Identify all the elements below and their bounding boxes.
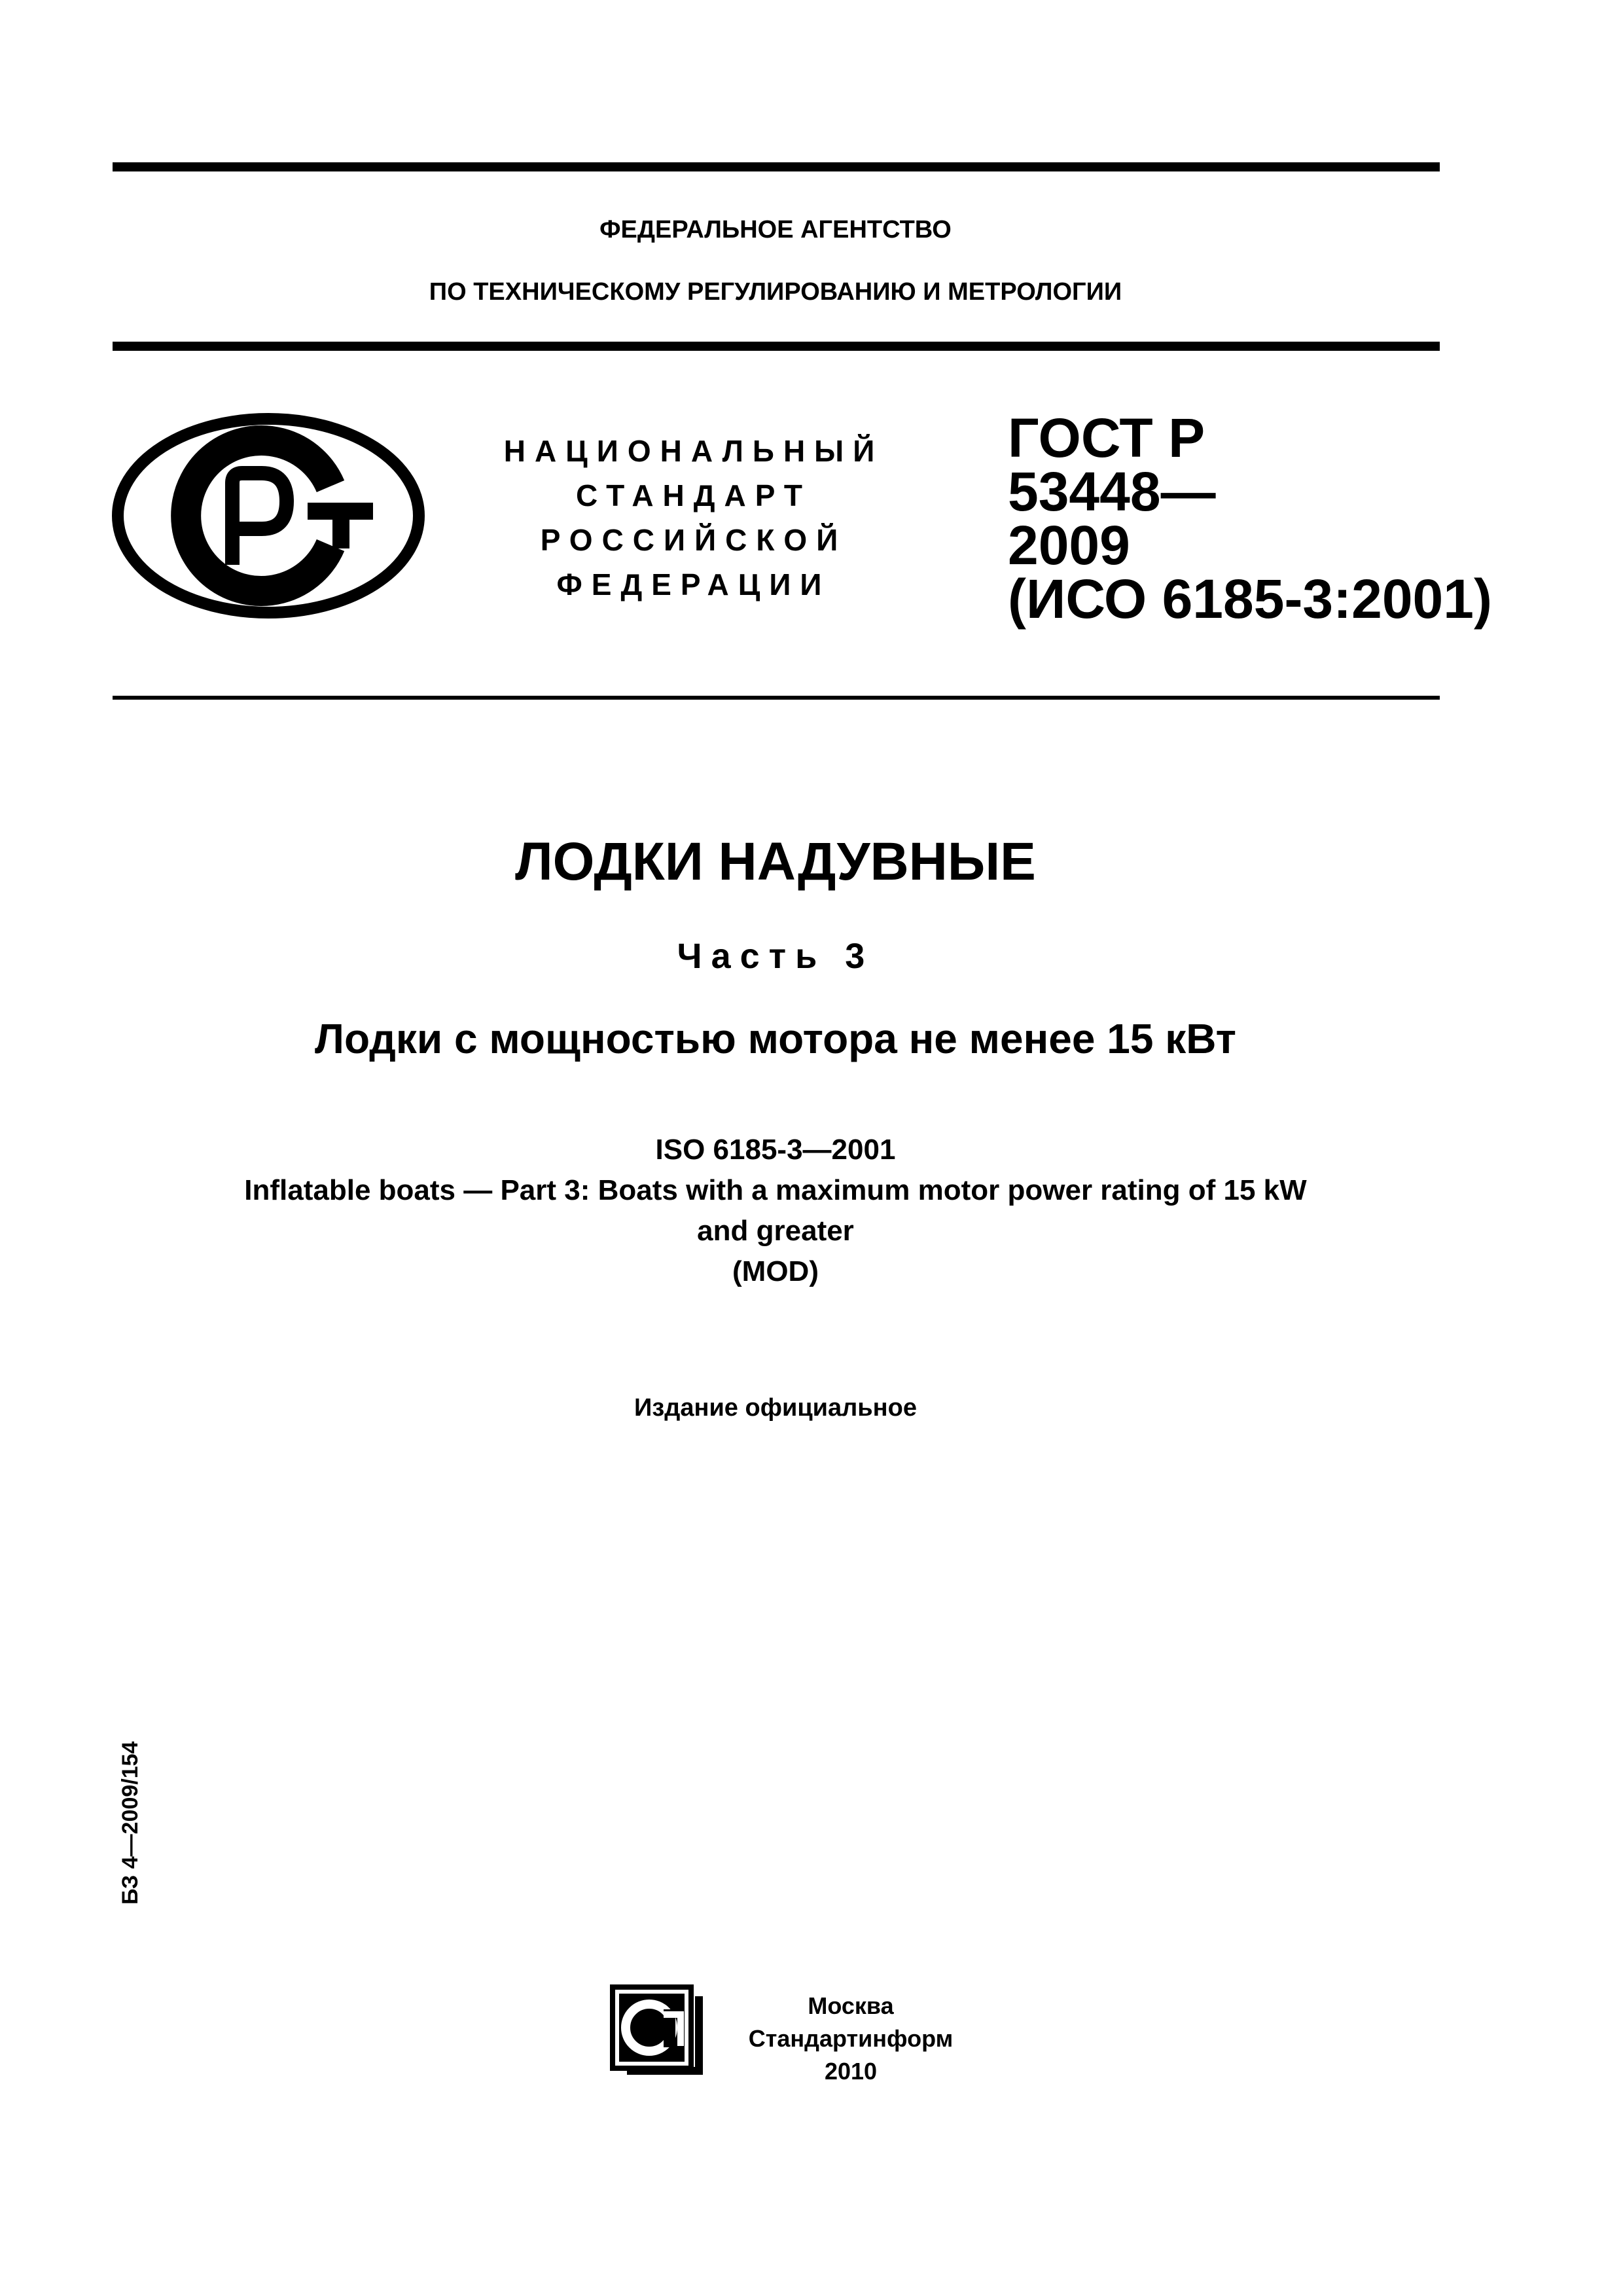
standartinform-logo-icon: [609, 1983, 707, 2081]
national-standard-line-3: РОССИЙСКОЙ: [540, 523, 847, 557]
designation-line-1: ГОСТ Р: [1008, 407, 1205, 469]
top-rule: [113, 162, 1440, 171]
national-standard-line-4: ФЕДЕРАЦИИ: [556, 567, 831, 601]
agency-bottom-rule: [113, 342, 1440, 351]
edition-label: Издание официальное: [634, 1394, 917, 1422]
publisher-name: Стандартинформ: [748, 2025, 954, 2052]
iso-reference-line-4: (MOD): [732, 1255, 819, 1287]
designation-line-4: (ИСО 6185-3:2001): [1008, 568, 1492, 630]
national-standard-line-2: СТАНДАРТ: [576, 478, 812, 512]
national-standard-line-1: НАЦИОНАЛЬНЫЙ: [503, 434, 884, 468]
standard-designation: [1008, 407, 1544, 630]
iso-reference: [0, 1130, 1551, 1292]
document-title: ЛОДКИ НАДУВНЫЕ: [515, 832, 1036, 891]
national-standard-block: [471, 429, 916, 607]
side-code: БЗ 4—2009/154: [118, 1741, 143, 1905]
publisher-year: 2010: [824, 2058, 878, 2085]
agency-line-2: ПО ТЕХНИЧЕСКОМУ РЕГУЛИРОВАНИЮ И МЕТРОЛОГИИ: [429, 278, 1122, 306]
iso-reference-line-3: and greater: [697, 1215, 854, 1247]
agency-line-1: ФЕДЕРАЛЬНОЕ АГЕНТСТВО: [599, 216, 952, 243]
document-subtitle: Лодки с мощностью мотора не менее 15 кВт: [315, 1015, 1236, 1062]
header-bottom-rule: [113, 696, 1440, 700]
publisher-block: [740, 1990, 962, 2088]
designation-line-3: 2009: [1008, 514, 1130, 576]
designation-line-2: 53448—: [1008, 461, 1216, 522]
part-label: Часть 3: [677, 937, 874, 976]
rst-emblem-icon: [111, 411, 425, 620]
iso-reference-line-1: ISO 6185-3—2001: [655, 1134, 896, 1166]
iso-reference-line-2: Inflatable boats — Part 3: Boats with a maximum motor power rating of 15 kW: [244, 1174, 1307, 1206]
publisher-city: Москва: [808, 1992, 894, 2019]
